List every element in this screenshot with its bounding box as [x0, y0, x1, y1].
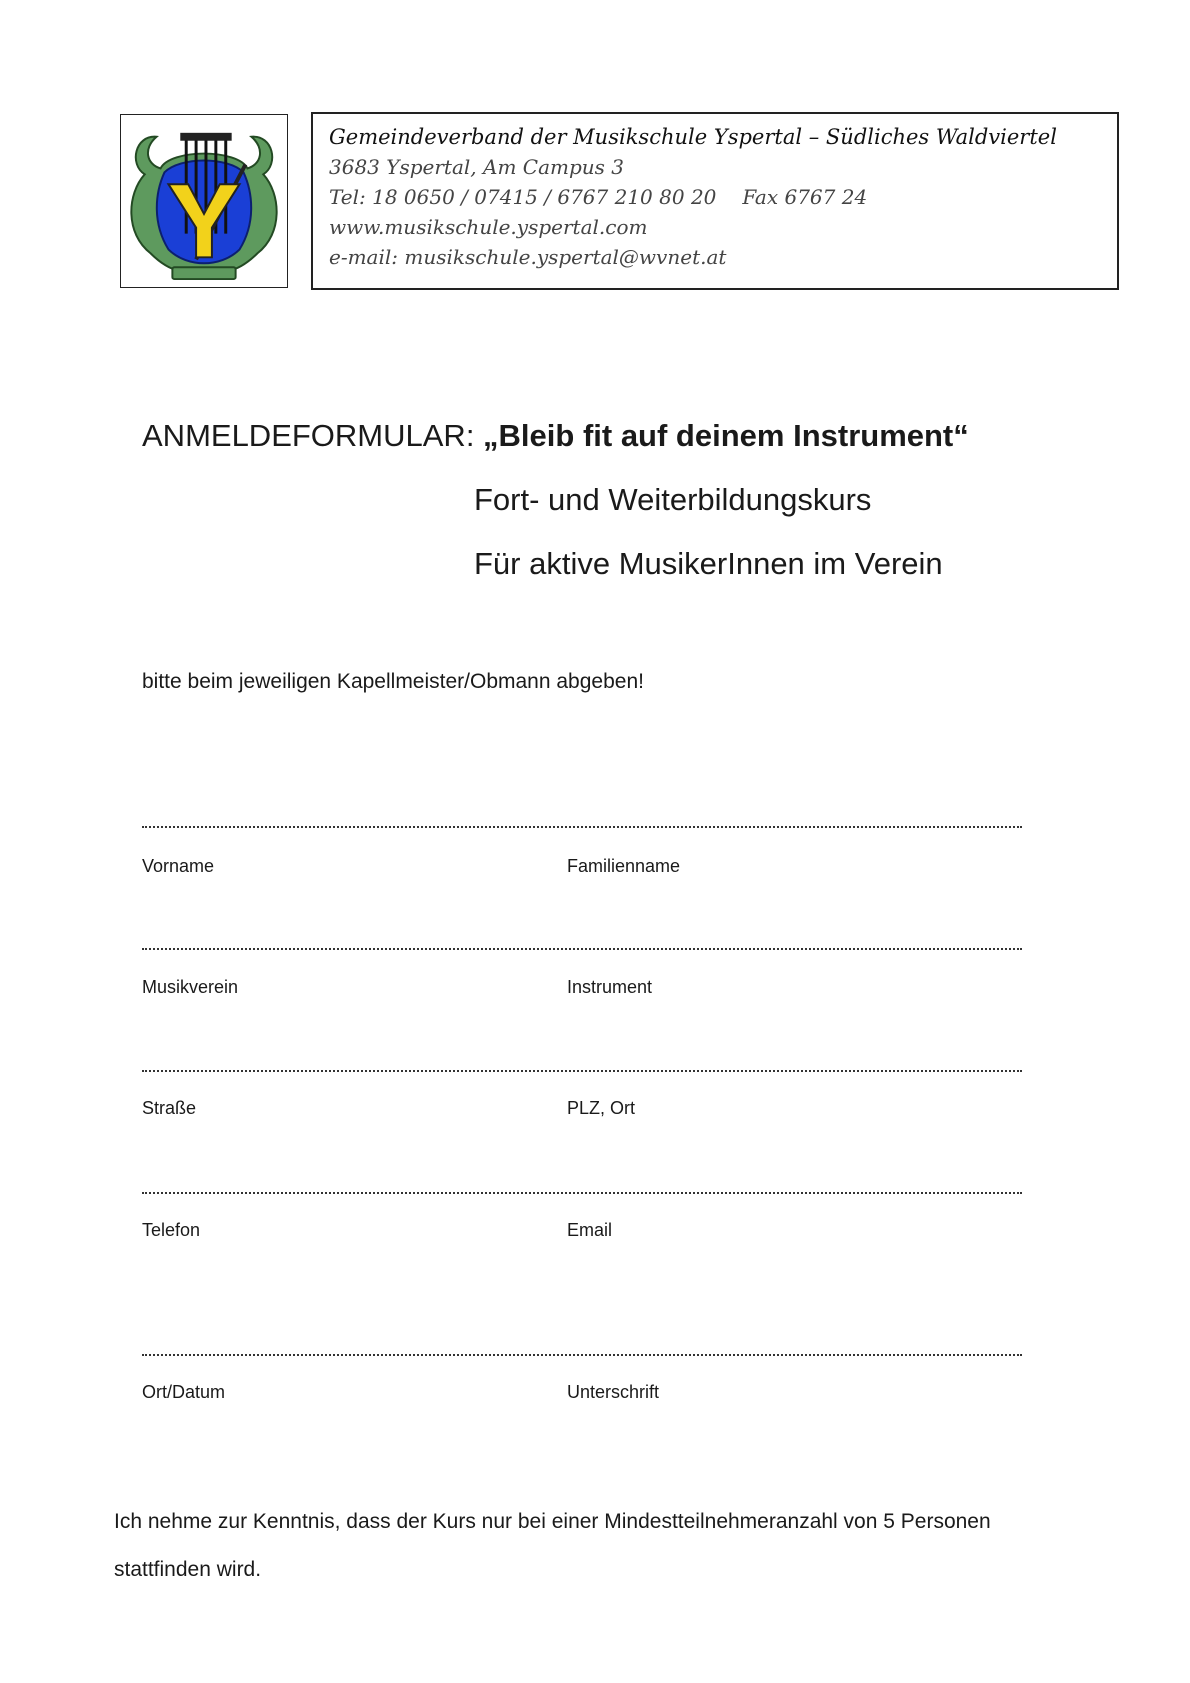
label-music-club: Musikverein [142, 977, 239, 997]
phone-fax-line [329, 182, 1117, 212]
music-school-logo [120, 114, 288, 288]
fill-line-name[interactable] [142, 826, 1022, 828]
fill-line-address[interactable] [142, 1070, 1022, 1072]
form-title-prefix: ANMELDEFORMULAR: [142, 418, 484, 453]
organization-name: Gemeindeverband der Musikschule Yspertal – Südliches Waldviertel [329, 125, 1057, 149]
form-subtitle-audience: Für aktive MusikerInnen im Verein [474, 546, 943, 581]
label-street: Straße [142, 1098, 197, 1118]
phone-number: Tel: 18 0650 / 07415 / 6767 210 80 20 [329, 185, 717, 209]
label-zip-city: PLZ, Ort [567, 1098, 636, 1118]
lyre-logo-icon [121, 115, 287, 287]
label-first-name: Vorname [142, 856, 215, 876]
label-place-date: Ort/Datum [142, 1382, 226, 1402]
website: www.musikschule.yspertal.com [329, 215, 648, 239]
acknowledgement-line-1: Ich nehme zur Kenntnis, dass der Kurs nur bei einer Mindestteilnehmeranzahl von 5 Personen [114, 1510, 991, 1533]
acknowledgement-line-2: stattfinden wird. [114, 1558, 262, 1581]
label-phone: Telefon [142, 1220, 201, 1240]
address: 3683 Yspertal, Am Campus 3 [329, 155, 624, 179]
school-contact-box [311, 112, 1119, 290]
email-address: e-mail: musikschule.yspertal@wvnet.at [329, 245, 727, 269]
course-name: „Bleib fit auf deinem Instrument“ [483, 418, 969, 453]
label-instrument: Instrument [567, 977, 653, 997]
label-last-name: Familienname [567, 856, 681, 876]
form-title [142, 418, 969, 454]
label-signature: Unterschrift [567, 1382, 660, 1402]
label-email: Email [567, 1220, 613, 1240]
fill-line-club-instrument[interactable] [142, 948, 1022, 950]
submission-note: bitte beim jeweiligen Kapellmeister/Obmann abgeben! [142, 670, 644, 693]
fill-line-contact[interactable] [142, 1192, 1022, 1194]
form-subtitle-course-type: Fort- und Weiterbildungskurs [474, 482, 872, 517]
fill-line-signature[interactable] [142, 1354, 1022, 1356]
fax-number: Fax 6767 24 [742, 185, 868, 209]
